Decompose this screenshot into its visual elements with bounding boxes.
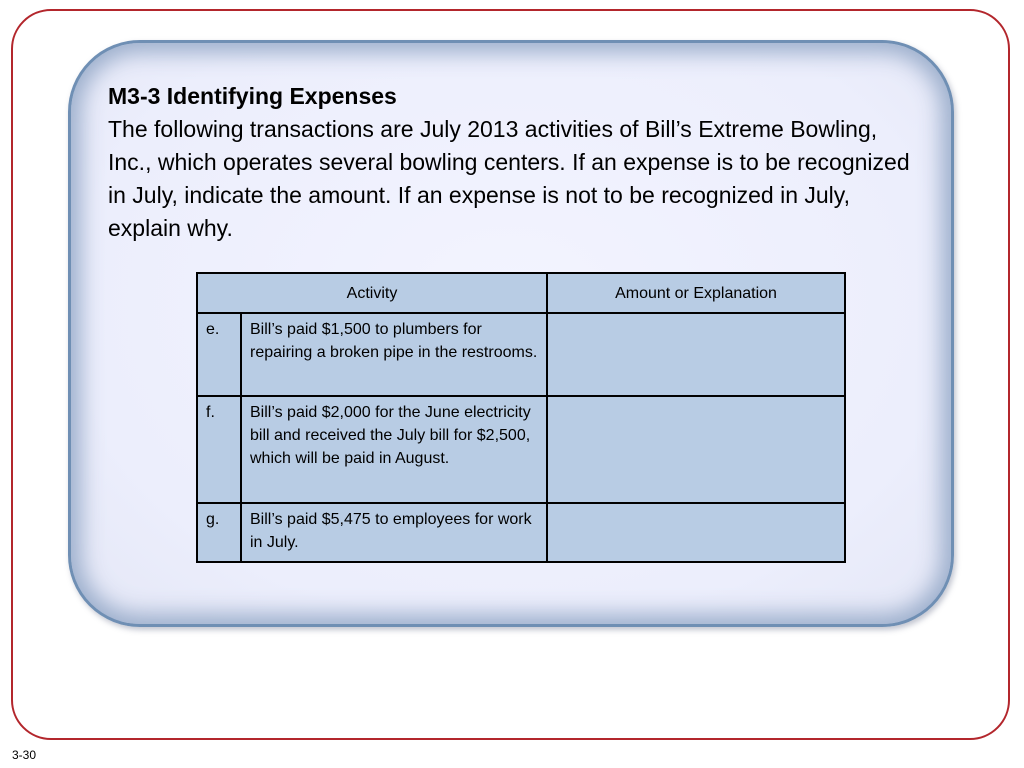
row-amount-cell[interactable]	[547, 313, 845, 396]
table-header-row	[197, 273, 845, 313]
row-amount-cell[interactable]	[547, 396, 845, 503]
table-row	[197, 503, 845, 562]
page-number: 3-30	[12, 748, 37, 762]
exercise-instructions: The following transactions are July 2013 activities of Bill’s Extreme Bowling, Inc., which operates several bowling centers. If an expense is to be recognized in July, indicate the amount. If an expense is not to be recognized in July, explain why.	[108, 116, 910, 241]
activity-column-header: Activity	[197, 273, 547, 313]
row-activity: Bill’s paid $1,500 to plumbers for repairing a broken pipe in the restrooms.	[241, 313, 547, 396]
exercise-title: M3-3 Identifying Expenses	[108, 83, 397, 109]
row-activity: Bill’s paid $5,475 to employees for work in July.	[241, 503, 547, 562]
amount-column-header: Amount or Explanation	[547, 273, 845, 313]
table-row	[197, 313, 845, 396]
row-letter: g.	[197, 503, 241, 562]
row-activity: Bill’s paid $2,000 for the June electricity bill and received the July bill for $2,500, which will be paid in August.	[241, 396, 547, 503]
expense-table	[196, 272, 846, 563]
row-amount-cell[interactable]	[547, 503, 845, 562]
row-letter: f.	[197, 396, 241, 503]
table-row	[197, 396, 845, 503]
row-letter: e.	[197, 313, 241, 396]
exercise-text	[108, 80, 923, 245]
